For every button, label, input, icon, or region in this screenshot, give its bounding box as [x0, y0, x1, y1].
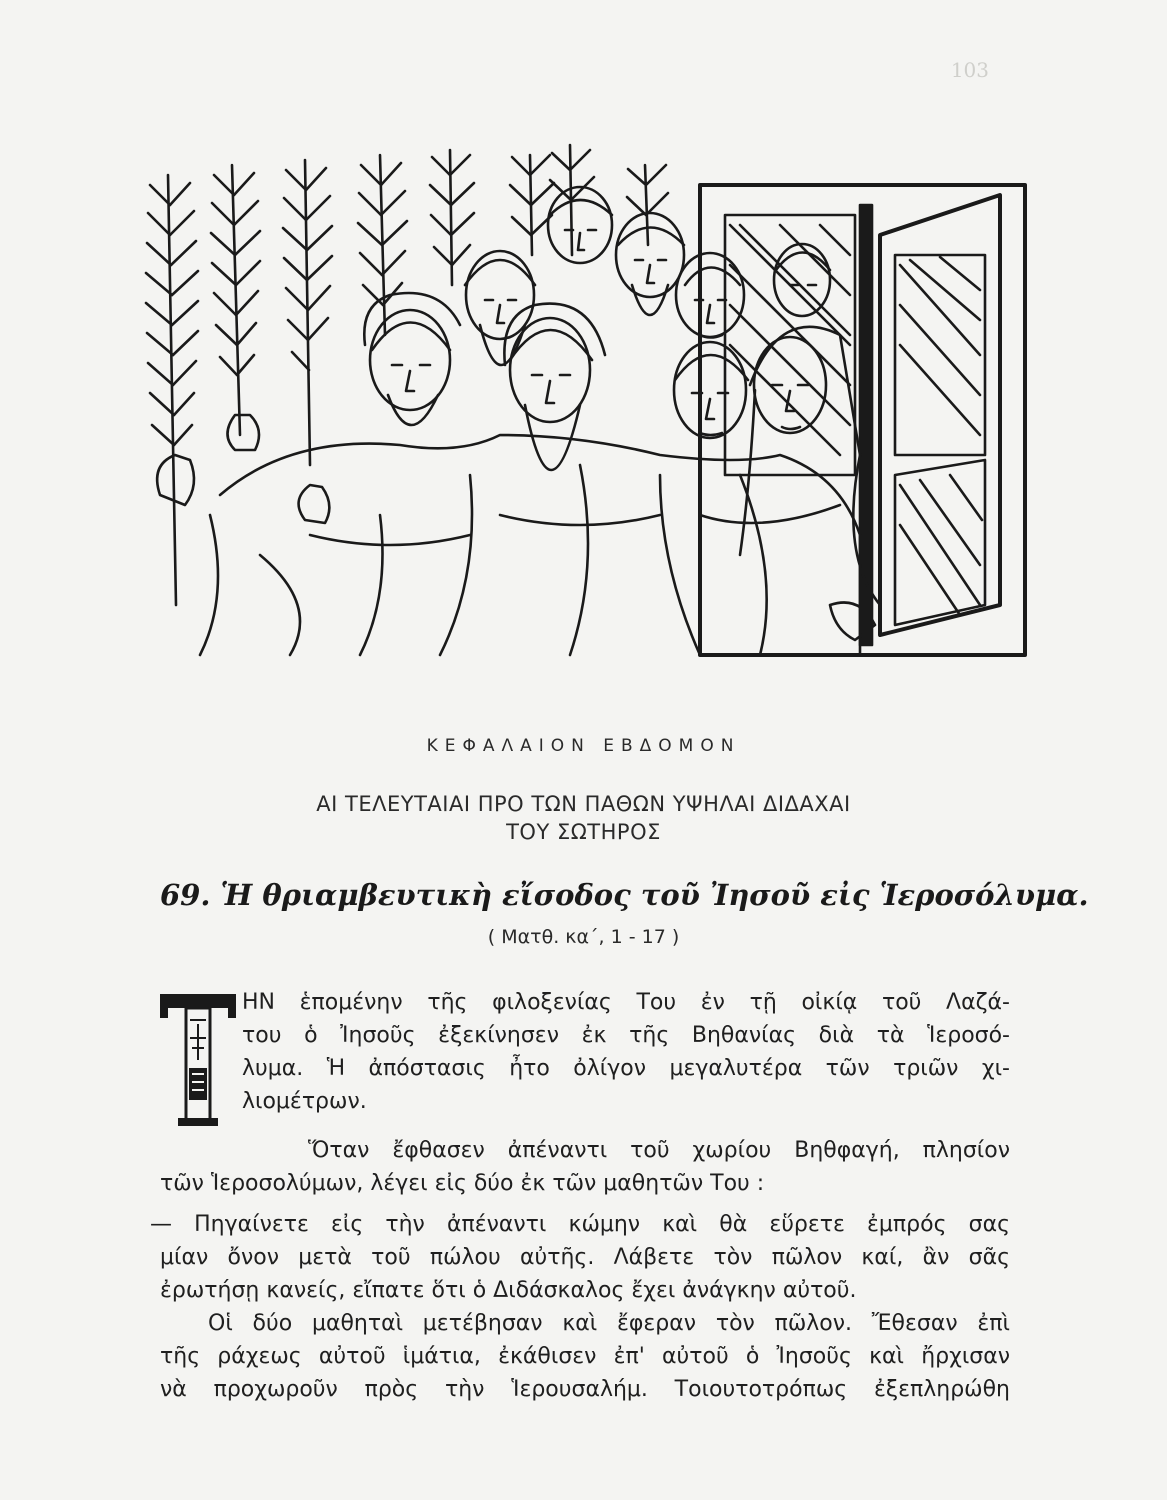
body-line: Ὅταν ἔφθασεν ἀπέναντι τοῦ χωρίου Βηθφαγή, πλησίον — [308, 1138, 1010, 1163]
body-line: Οἱ δύο μαθηταὶ μετέβησαν καὶ ἔφεραν τὸν πῶλον. Ἔθεσαν ἐπὶ — [208, 1311, 1010, 1336]
door-icon — [700, 185, 1025, 655]
first-paragraph — [150, 986, 1010, 1118]
body-line: τῶν Ἱεροσολύμων, λέγει εἰς δύο ἐκ τῶν μαθητῶν Του : — [160, 1171, 765, 1196]
second-paragraph — [150, 1134, 1010, 1200]
body-line: ΗΝ ἑπομένην τῆς φιλοξενίας Του ἐν τῇ οἰκίᾳ τοῦ Λαζά- — [242, 990, 1010, 1015]
body-line: τῆς ράχεως αὐτοῦ ἱμάτια, ἐκάθισεν ἐπ' αὐτοῦ ὁ Ἰησοῦς καὶ ἤρχισαν — [160, 1344, 1010, 1369]
body-line: του ὁ Ἰησοῦς ἐξεκίνησεν ἐκ τῆς Βηθανίας διὰ τὰ Ἱεροσό- — [242, 1023, 1010, 1048]
third-paragraph — [150, 1307, 1010, 1406]
page-number: 103 — [950, 58, 989, 82]
chapter-subtitle-line-2: ΤΟΥ ΣΩΤΗΡΟΣ — [506, 820, 661, 844]
section-reference: ( Ματθ. κα΄, 1 - 17 ) — [487, 926, 680, 948]
chapter-subtitle-line-1: ΑΙ ΤΕΛΕΥΤΑΙΑΙ ΠΡΟ ΤΩΝ ΠΑΘΩΝ ΥΨΗΛΑΙ ΔΙΔΑΧΑΙ — [316, 792, 851, 816]
dialogue-paragraph — [150, 1208, 1010, 1307]
body-line: ἐρωτήσῃ κανείς, εἴπατε ὅτι ὁ Διδάσκαλος ἔχει ἀνάγκην αὐτοῦ. — [160, 1278, 857, 1303]
palm-sunday-illustration — [140, 135, 1030, 675]
body-line: μίαν ὄνον μετὰ τοῦ πώλου αὐτῆς. Λάβετε τὸν πῶλον καί, ἂν σᾶς — [160, 1245, 1010, 1270]
body-line: λιομέτρων. — [242, 1089, 367, 1114]
section-heading: 69. Ἡ θριαμβευτικὴ εἴσοδος τοῦ Ἰησοῦ εἰς Ἱεροσόλυμα. — [160, 878, 1089, 912]
body-line: — Πηγαίνετε εἰς τὴν ἀπέναντι κώμην καὶ θὰ εὕρετε ἐμπρός σας — [150, 1212, 1010, 1237]
chapter-subtitle — [0, 790, 1167, 846]
chapter-label: ΚΕΦΑΛΑΙΟΝ ΕΒΔΟΜΟΝ — [426, 736, 741, 756]
body-line: νὰ προχωροῦν πρὸς τὴν Ἱερουσαλήμ. Τοιουτοτρόπως ἐξεπληρώθη — [160, 1377, 1010, 1402]
body-line: λυμα. Ἡ ἀπόστασις ἦτο ὀλίγον μεγαλυτέρα τῶν τριῶν χι- — [242, 1056, 1010, 1081]
